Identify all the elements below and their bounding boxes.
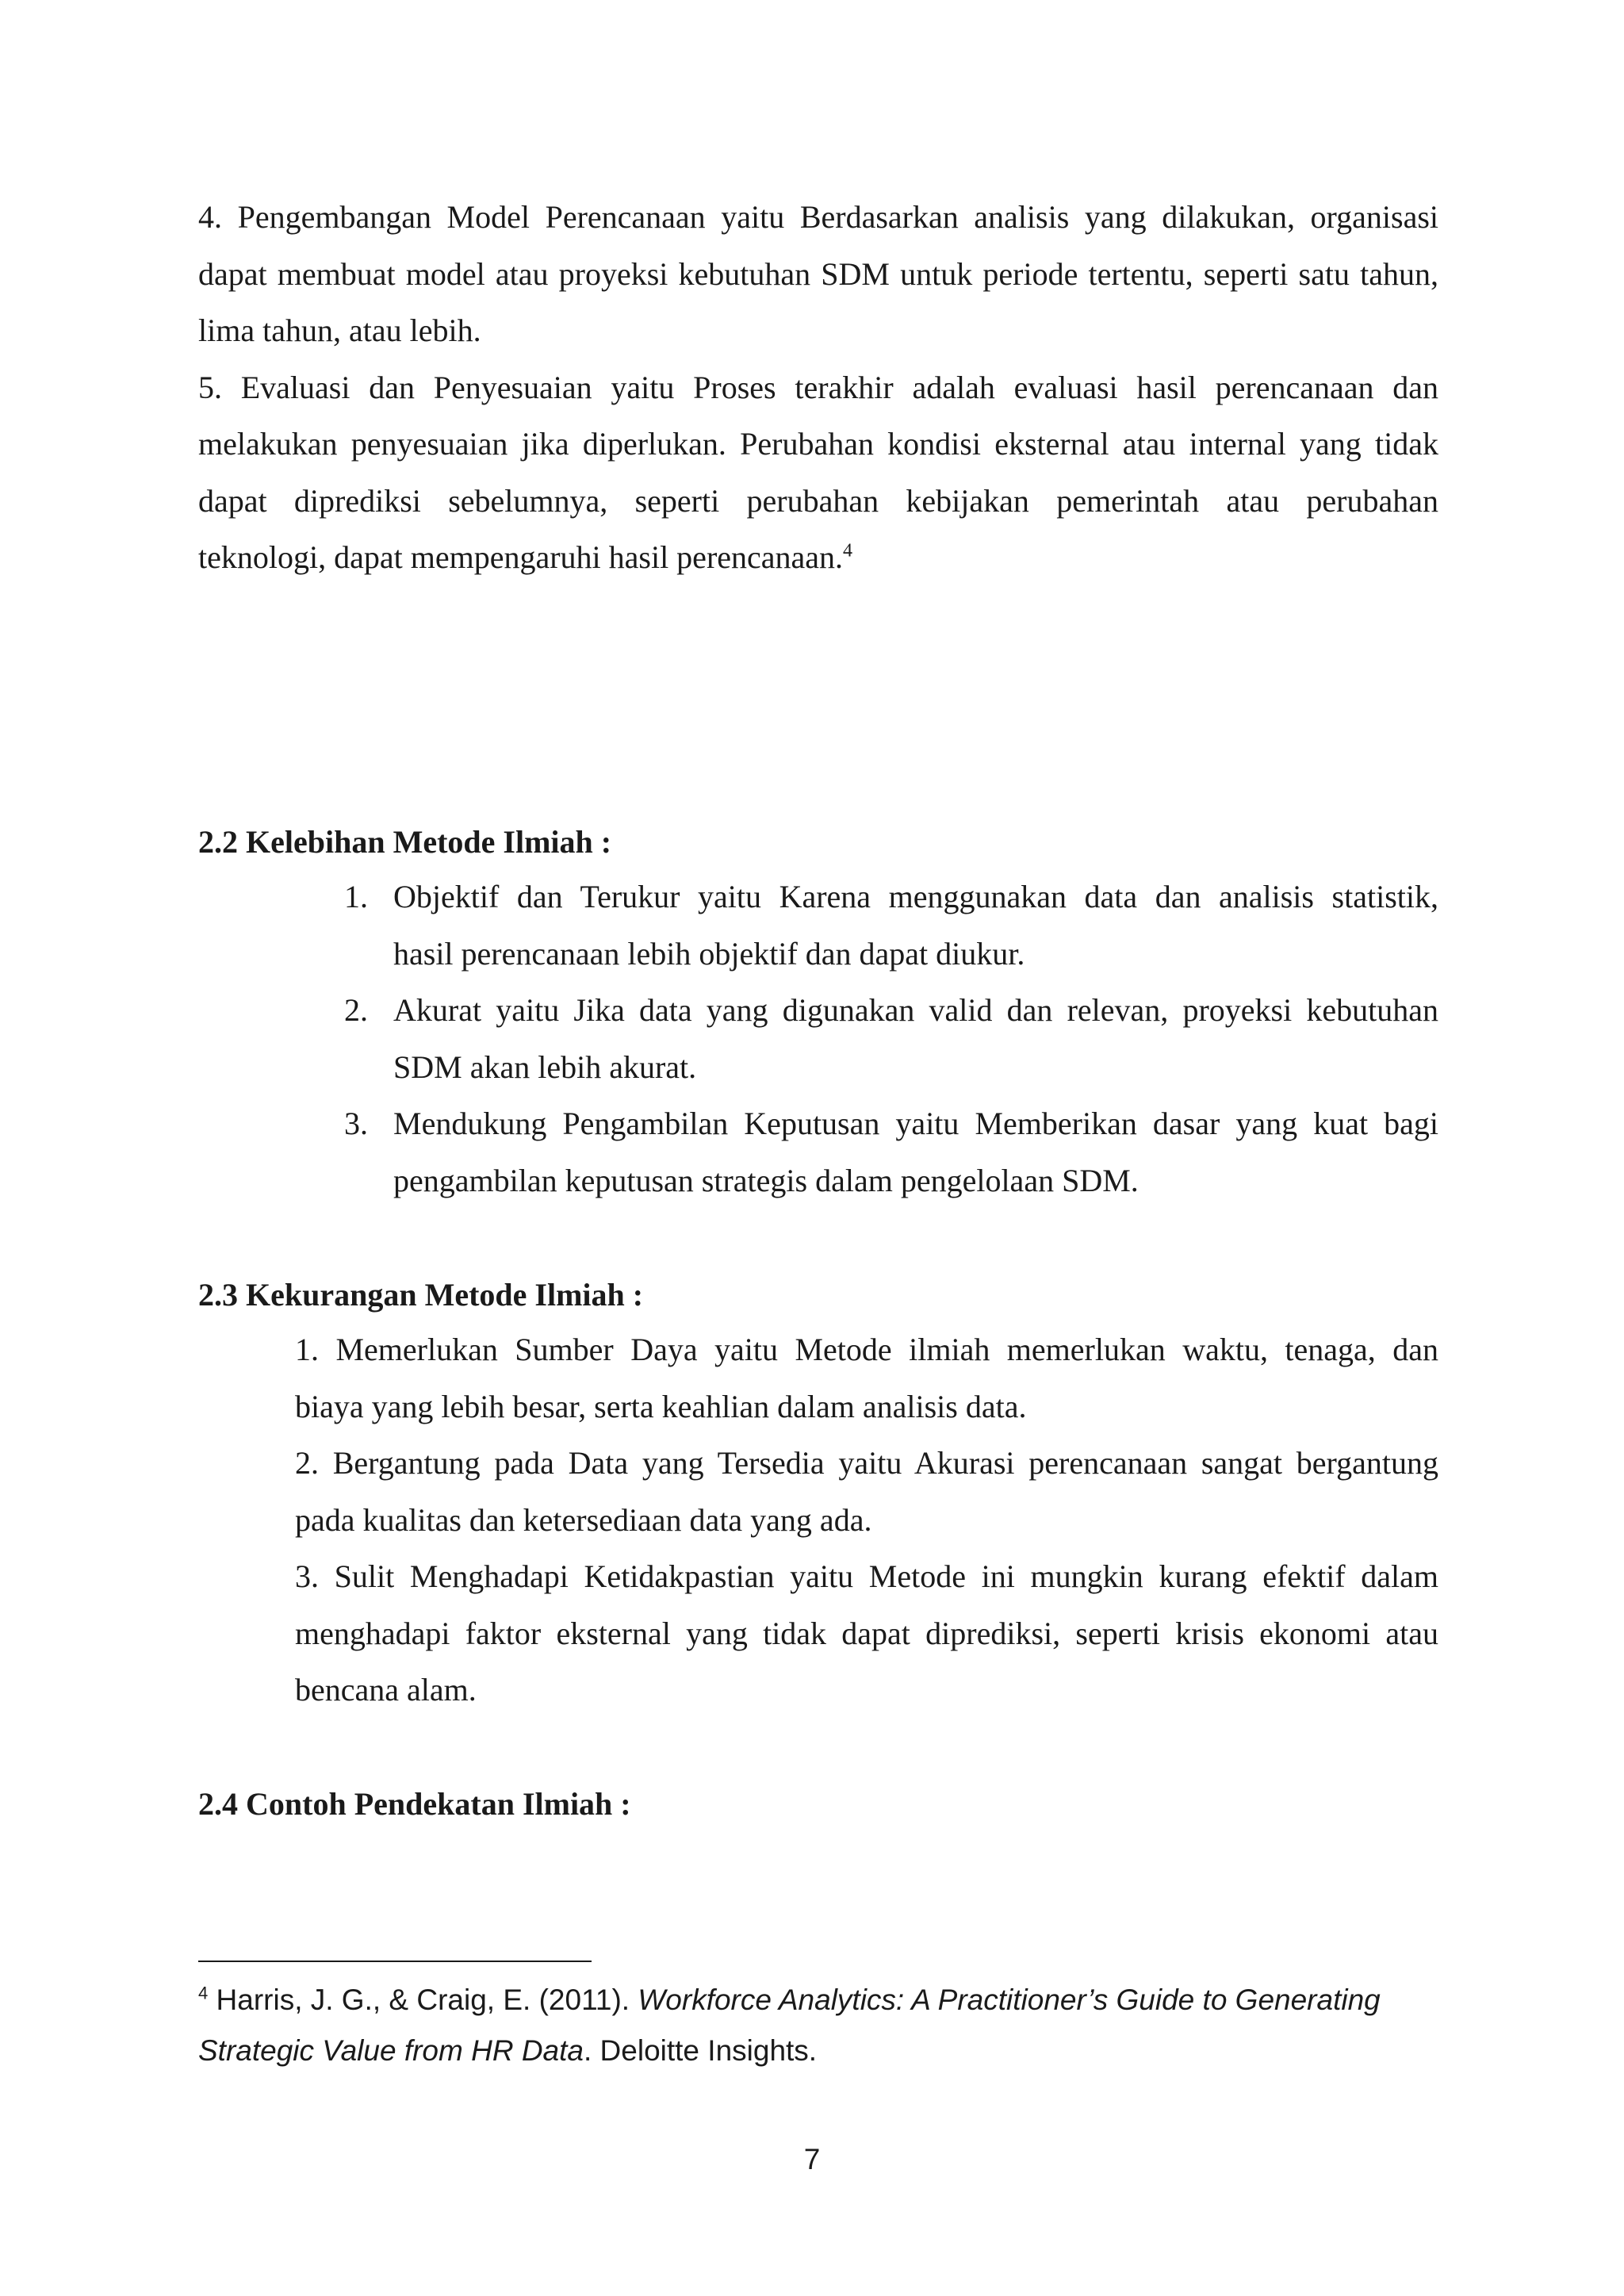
- section-heading-2-3: 2.3 Kekurangan Metode Ilmiah :: [198, 1277, 644, 1313]
- intro-line: dapat membuat model atau proyeksi kebutuhan SDM untuk periode tertentu, seperti satu tahun,: [198, 255, 1438, 292]
- list-line: biaya yang lebih besar, serta keahlian dalam analisis data.: [295, 1388, 1027, 1424]
- list-line: 3. Sulit Menghadapi Ketidakpastian yaitu Metode ini mungkin kurang efektif dalam: [295, 1558, 1438, 1594]
- list-item: 3. Mendukung Pengambilan Keputusan yaitu Memberikan dasar yang kuat bagi pengambilan keputusan strategis dalam pengelolaan SDM.: [344, 1106, 1438, 1198]
- footnote-number: 4: [198, 1983, 209, 2003]
- section-heading-2-4: 2.4 Contoh Pendekatan Ilmiah :: [198, 1786, 631, 1822]
- list-item: 1. Objektif dan Terukur yaitu Karena menggunakan data dan analisis statistik, hasil perencanaan lebih objektif dan dapat diukur.: [344, 879, 1438, 972]
- list-line: 1. Memerlukan Sumber Daya yaitu Metode ilmiah memerlukan waktu, tenaga, dan: [295, 1332, 1438, 1367]
- intro-line: dapat diprediksi sebelumnya, seperti perubahan kebijakan pemerintah atau perubahan: [198, 482, 1438, 519]
- section-heading-2-2: 2.2 Kelebihan Metode Ilmiah :: [198, 824, 612, 860]
- intro-paragraphs: [198, 189, 1438, 586]
- list-line: 2. Bergantung pada Data yang Tersedia yaitu Akurasi perencanaan sangat bergantung: [295, 1445, 1438, 1481]
- list-item: 2. Akurat yaitu Jika data yang digunakan valid dan relevan, proyeksi kebutuhan SDM akan lebih akurat.: [344, 992, 1438, 1085]
- list-line: bencana alam.: [295, 1672, 477, 1708]
- intro-line: teknologi, dapat mempengaruhi hasil perencanaan.$^4$: [198, 539, 853, 575]
- footnote-reference[interactable]: 4: [843, 540, 853, 562]
- intro-line: 4. Pengembangan Model Perencanaan yaitu Berdasarkan analisis yang dilakukan, organisasi: [198, 199, 1438, 235]
- footnote: $^4$ Harris, J. G., & Craig, E. (2011). Workforce Analytics: A Practitioner’s Guide to Generating Strategic Value from HR Data. Deloitte Insights.: [198, 1983, 1381, 2067]
- intro-line: lima tahun, atau lebih.: [198, 312, 481, 348]
- footnote-divider: [198, 1961, 592, 1962]
- intro-line: 5. Evaluasi dan Penyesuaian yaitu Proses terakhir adalah evaluasi hasil perencanaan dan: [198, 369, 1438, 405]
- advantages-list: [344, 868, 1438, 1209]
- disadvantages-list: [295, 1321, 1438, 1719]
- list-line: pada kualitas dan ketersediaan data yang ada.: [295, 1501, 872, 1538]
- page-number: 7: [803, 2143, 821, 2175]
- intro-line: melakukan penyesuaian jika diperlukan. Perubahan kondisi eksternal atau internal yang tidak: [198, 426, 1438, 462]
- list-line: menghadapi faktor eksternal yang tidak dapat diprediksi, seperti krisis ekonomi atau: [295, 1615, 1438, 1651]
